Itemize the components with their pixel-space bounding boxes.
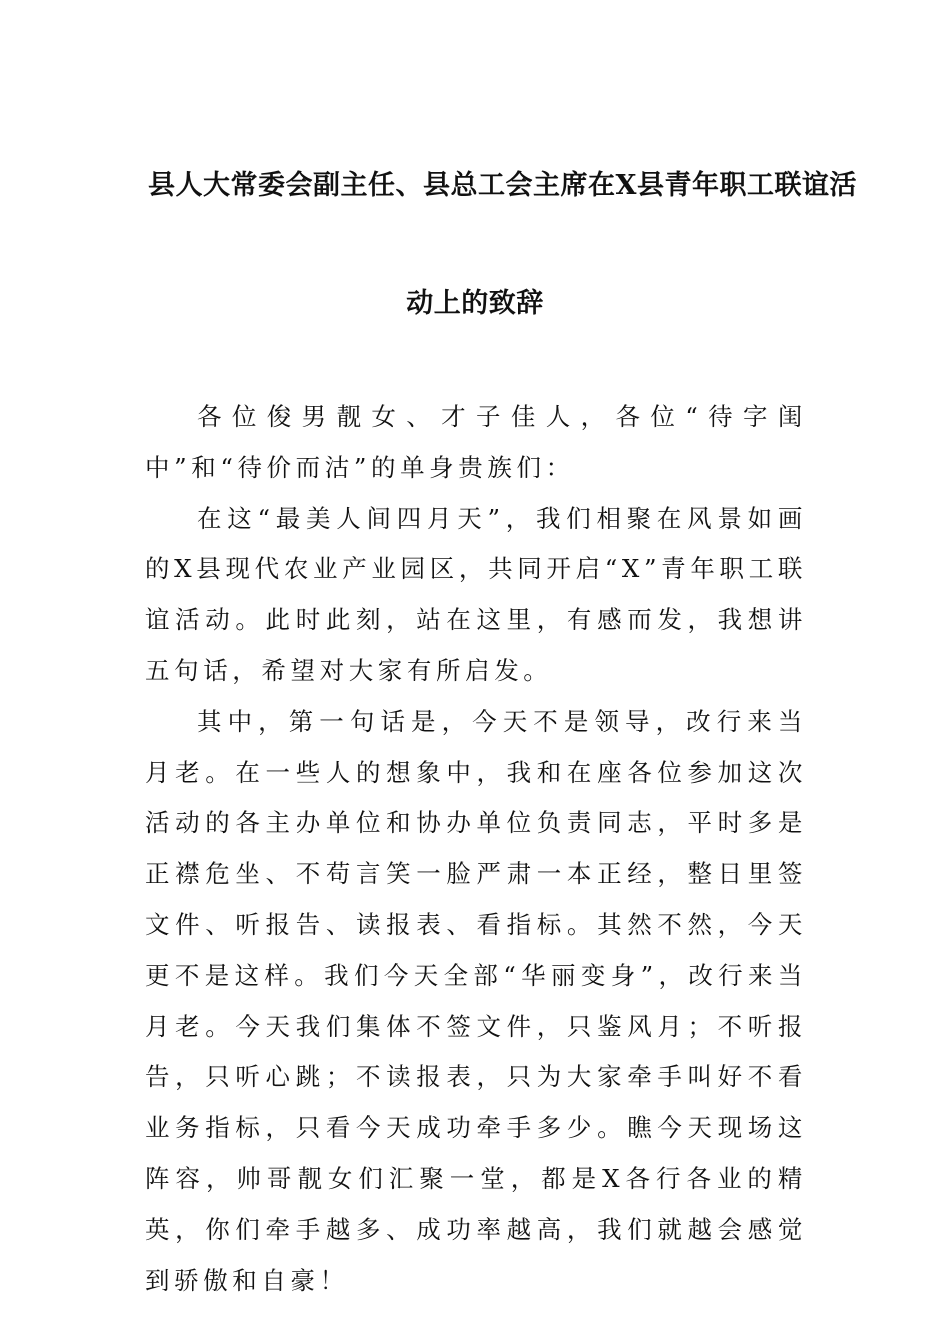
document-title-line-2: 动上的致辞 [406, 288, 544, 319]
paragraph-opening: 在这“最美人间四月天”，我们相聚在风景如画的X县现代农业产业园区，共同开启“X”青年职工联谊活动。此时此刻，站在这里，有感而发，我想讲五句话，希望对大家有所启发。 [145, 503, 807, 685]
document-body [145, 392, 807, 1306]
paragraph-first-point: 其中，第一句话是，今天不是领导，改行来当月老。在一些人的想象中，我和在座各位参加这次活动的各主办单位和协办单位负责同志，平时多是正襟危坐、不苟言笑一脸严肃一本正经，整日里签文件、听报告、读报表、看指标。其然不然，今天更不是这样。我们今天全部“华丽变身”，改行来当月老。今天我们集体不签文件，只鉴风月；不听报告，只听心跳；不读报表，只为大家牵手叫好不看业务指标，只看今天成功牵手多少。瞧今天现场这阵容，帅哥靓女们汇聚一堂，都是X各行各业的精英，你们牵手越多、成功率越高，我们就越会感觉到骄傲和自豪！ [145, 706, 807, 1295]
paragraph-salutation: 各位俊男靓女、才子佳人，各位“待字闺中”和“待价而沽”的单身贵族们： [145, 402, 807, 482]
document-title-line-1: 县人大常委会副主任、县总工会主席在X县青年职工联谊活 [148, 170, 857, 201]
